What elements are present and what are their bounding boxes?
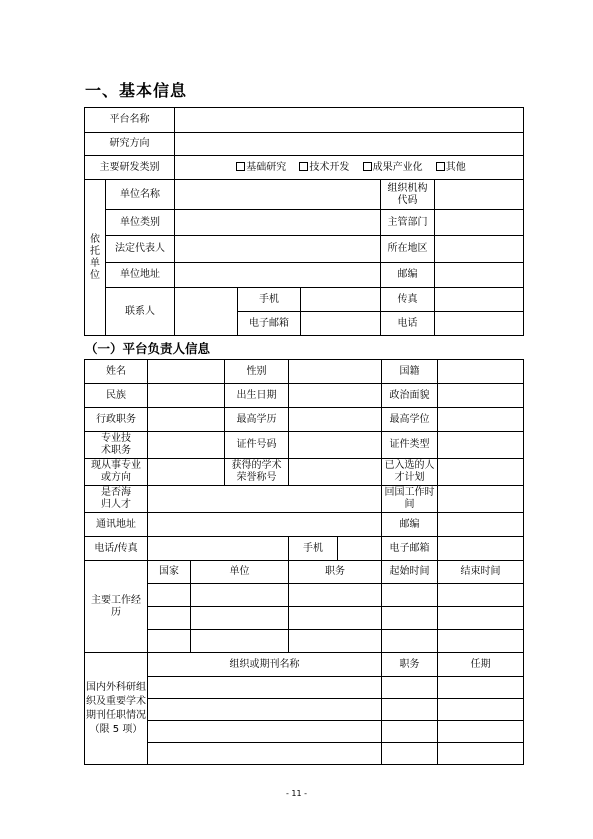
id-number-field[interactable] bbox=[289, 432, 382, 459]
platform-name-label: 平台名称 bbox=[85, 108, 175, 133]
work-position-cell[interactable] bbox=[289, 630, 382, 653]
academic-org-cell[interactable] bbox=[148, 743, 382, 765]
checkbox-basic-research[interactable] bbox=[236, 162, 245, 171]
birth-date-field[interactable] bbox=[289, 384, 382, 408]
highest-degree-label: 最高学位 bbox=[382, 408, 438, 432]
mobile-field[interactable] bbox=[301, 288, 381, 312]
leader-email-label: 电子邮箱 bbox=[382, 537, 438, 561]
academic-term-cell[interactable] bbox=[438, 699, 524, 721]
political-status-field[interactable] bbox=[438, 384, 524, 408]
host-unit-label: 依 托 单 位 bbox=[85, 180, 106, 336]
work-unit-cell[interactable] bbox=[191, 607, 289, 630]
academic-col-position: 职务 bbox=[382, 653, 438, 677]
work-start-cell[interactable] bbox=[382, 630, 438, 653]
talent-plan-field[interactable] bbox=[438, 459, 524, 486]
leader-postcode-label: 邮编 bbox=[382, 513, 438, 537]
academic-label: 国内外科研组织及重要学术期刊任职情况（限 5 项） bbox=[85, 653, 148, 765]
academic-org-cell[interactable] bbox=[148, 699, 382, 721]
work-row bbox=[85, 607, 524, 630]
work-col-end: 结束时间 bbox=[438, 561, 524, 584]
gender-field[interactable] bbox=[289, 360, 382, 384]
work-col-country: 国家 bbox=[148, 561, 191, 584]
birth-date-label: 出生日期 bbox=[225, 384, 289, 408]
work-row bbox=[85, 584, 524, 607]
unit-type-field[interactable] bbox=[175, 210, 381, 236]
research-direction-label: 研究方向 bbox=[85, 133, 175, 156]
work-position-cell[interactable] bbox=[289, 584, 382, 607]
academic-col-org: 组织或期刊名称 bbox=[148, 653, 382, 677]
page-number: - 11 - bbox=[285, 789, 308, 798]
work-unit-cell[interactable] bbox=[191, 630, 289, 653]
address-field[interactable] bbox=[148, 513, 382, 537]
current-field-label: 现从事专业或方向 bbox=[85, 459, 148, 486]
work-start-cell[interactable] bbox=[382, 607, 438, 630]
academic-position-cell[interactable] bbox=[382, 743, 438, 765]
research-type-label: 主要研发类别 bbox=[85, 156, 175, 180]
leader-subtitle: （一）平台负责人信息 bbox=[85, 341, 211, 356]
phone-fax-field[interactable] bbox=[148, 537, 289, 561]
academic-position-cell[interactable] bbox=[382, 699, 438, 721]
work-position-cell[interactable] bbox=[289, 607, 382, 630]
work-unit-cell[interactable] bbox=[191, 584, 289, 607]
email-field[interactable] bbox=[301, 312, 381, 336]
phone-label: 电话 bbox=[381, 312, 435, 336]
work-col-position: 职务 bbox=[289, 561, 382, 584]
gender-label: 性别 bbox=[225, 360, 289, 384]
highest-edu-label: 最高学历 bbox=[225, 408, 289, 432]
option-industrialization: 成果产业化 bbox=[372, 161, 423, 173]
unit-type-label: 单位类别 bbox=[106, 210, 175, 236]
id-number-label: 证件号码 bbox=[225, 432, 289, 459]
academic-row bbox=[85, 721, 524, 743]
address-label: 通讯地址 bbox=[85, 513, 148, 537]
work-start-cell[interactable] bbox=[382, 584, 438, 607]
work-country-cell[interactable] bbox=[148, 584, 191, 607]
work-end-cell[interactable] bbox=[438, 630, 524, 653]
id-type-label: 证件类型 bbox=[382, 432, 438, 459]
legal-rep-field[interactable] bbox=[175, 236, 381, 263]
academic-org-cell[interactable] bbox=[148, 677, 382, 699]
leader-email-field[interactable] bbox=[438, 537, 524, 561]
academic-row bbox=[85, 743, 524, 765]
contact-label: 联系人 bbox=[106, 288, 175, 336]
academic-org-cell[interactable] bbox=[148, 721, 382, 743]
leader-info-table bbox=[84, 359, 524, 765]
option-tech-dev: 技术开发 bbox=[309, 161, 350, 173]
admin-position-label: 行政职务 bbox=[85, 408, 148, 432]
research-type-options bbox=[175, 156, 524, 180]
academic-term-cell[interactable] bbox=[438, 721, 524, 743]
id-type-field[interactable] bbox=[438, 432, 524, 459]
basic-info-table bbox=[84, 107, 524, 336]
work-country-cell[interactable] bbox=[148, 607, 191, 630]
platform-name-field[interactable] bbox=[175, 108, 524, 133]
leader-mobile-label: 手机 bbox=[289, 537, 338, 561]
research-direction-field[interactable] bbox=[175, 133, 524, 156]
returnee-label: 是否海归人才 bbox=[85, 486, 148, 513]
political-status-label: 政治面貌 bbox=[382, 384, 438, 408]
name-label: 姓名 bbox=[85, 360, 148, 384]
unit-name-label: 单位名称 bbox=[106, 180, 175, 210]
academic-row bbox=[85, 677, 524, 699]
work-end-cell[interactable] bbox=[438, 607, 524, 630]
work-row bbox=[85, 630, 524, 653]
option-other: 其他 bbox=[445, 161, 466, 173]
current-field-field[interactable] bbox=[148, 459, 225, 486]
ethnicity-label: 民族 bbox=[85, 384, 148, 408]
postcode-label: 邮编 bbox=[381, 263, 435, 288]
option-basic-research: 基础研究 bbox=[246, 161, 287, 173]
leader-postcode-field[interactable] bbox=[438, 513, 524, 537]
unit-address-label: 单位地址 bbox=[106, 263, 175, 288]
unit-name-field[interactable] bbox=[175, 180, 381, 210]
supervisor-field[interactable] bbox=[435, 210, 524, 236]
tech-title-label: 专业技术职务 bbox=[85, 432, 148, 459]
academic-term-cell[interactable] bbox=[438, 743, 524, 765]
checkbox-tech-dev[interactable] bbox=[299, 162, 308, 171]
checkbox-other[interactable] bbox=[436, 162, 445, 171]
return-time-label: 回国工作时间 bbox=[382, 486, 438, 513]
section-title: 一、基本信息 bbox=[85, 81, 188, 100]
fax-field[interactable] bbox=[435, 288, 524, 312]
org-code-field[interactable] bbox=[435, 180, 524, 210]
honors-field[interactable] bbox=[289, 459, 382, 486]
nationality-label: 国籍 bbox=[382, 360, 438, 384]
region-label: 所在地区 bbox=[381, 236, 435, 263]
admin-position-field[interactable] bbox=[148, 408, 225, 432]
fax-label: 传真 bbox=[381, 288, 435, 312]
checkbox-industrialization[interactable] bbox=[363, 162, 372, 171]
work-col-start: 起始时间 bbox=[382, 561, 438, 584]
nationality-field[interactable] bbox=[438, 360, 524, 384]
academic-row bbox=[85, 699, 524, 721]
legal-rep-label: 法定代表人 bbox=[106, 236, 175, 263]
contact-field[interactable] bbox=[175, 288, 238, 336]
phone-fax-label: 电话/传真 bbox=[85, 537, 148, 561]
tech-title-field[interactable] bbox=[148, 432, 225, 459]
highest-edu-field[interactable] bbox=[289, 408, 382, 432]
phone-field[interactable] bbox=[435, 312, 524, 336]
work-col-unit: 单位 bbox=[191, 561, 289, 584]
academic-position-cell[interactable] bbox=[382, 677, 438, 699]
supervisor-label: 主管部门 bbox=[381, 210, 435, 236]
org-code-label: 组织机构代码 bbox=[381, 180, 435, 210]
return-time-field[interactable] bbox=[438, 486, 524, 513]
academic-position-cell[interactable] bbox=[382, 721, 438, 743]
ethnicity-field[interactable] bbox=[148, 384, 225, 408]
postcode-field[interactable] bbox=[435, 263, 524, 288]
work-end-cell[interactable] bbox=[438, 584, 524, 607]
unit-address-field[interactable] bbox=[175, 263, 381, 288]
work-country-cell[interactable] bbox=[148, 630, 191, 653]
academic-term-cell[interactable] bbox=[438, 677, 524, 699]
returnee-field[interactable] bbox=[148, 486, 382, 513]
mobile-label: 手机 bbox=[238, 288, 301, 312]
work-exp-label: 主要工作经历 bbox=[85, 561, 148, 653]
talent-plan-label: 已入选的人才计划 bbox=[382, 459, 438, 486]
academic-col-term: 任期 bbox=[438, 653, 524, 677]
email-label: 电子邮箱 bbox=[238, 312, 301, 336]
honors-label: 获得的学术荣誉称号 bbox=[225, 459, 289, 486]
name-field[interactable] bbox=[148, 360, 225, 384]
leader-mobile-field[interactable] bbox=[338, 537, 382, 561]
region-field[interactable] bbox=[435, 236, 524, 263]
highest-degree-field[interactable] bbox=[438, 408, 524, 432]
